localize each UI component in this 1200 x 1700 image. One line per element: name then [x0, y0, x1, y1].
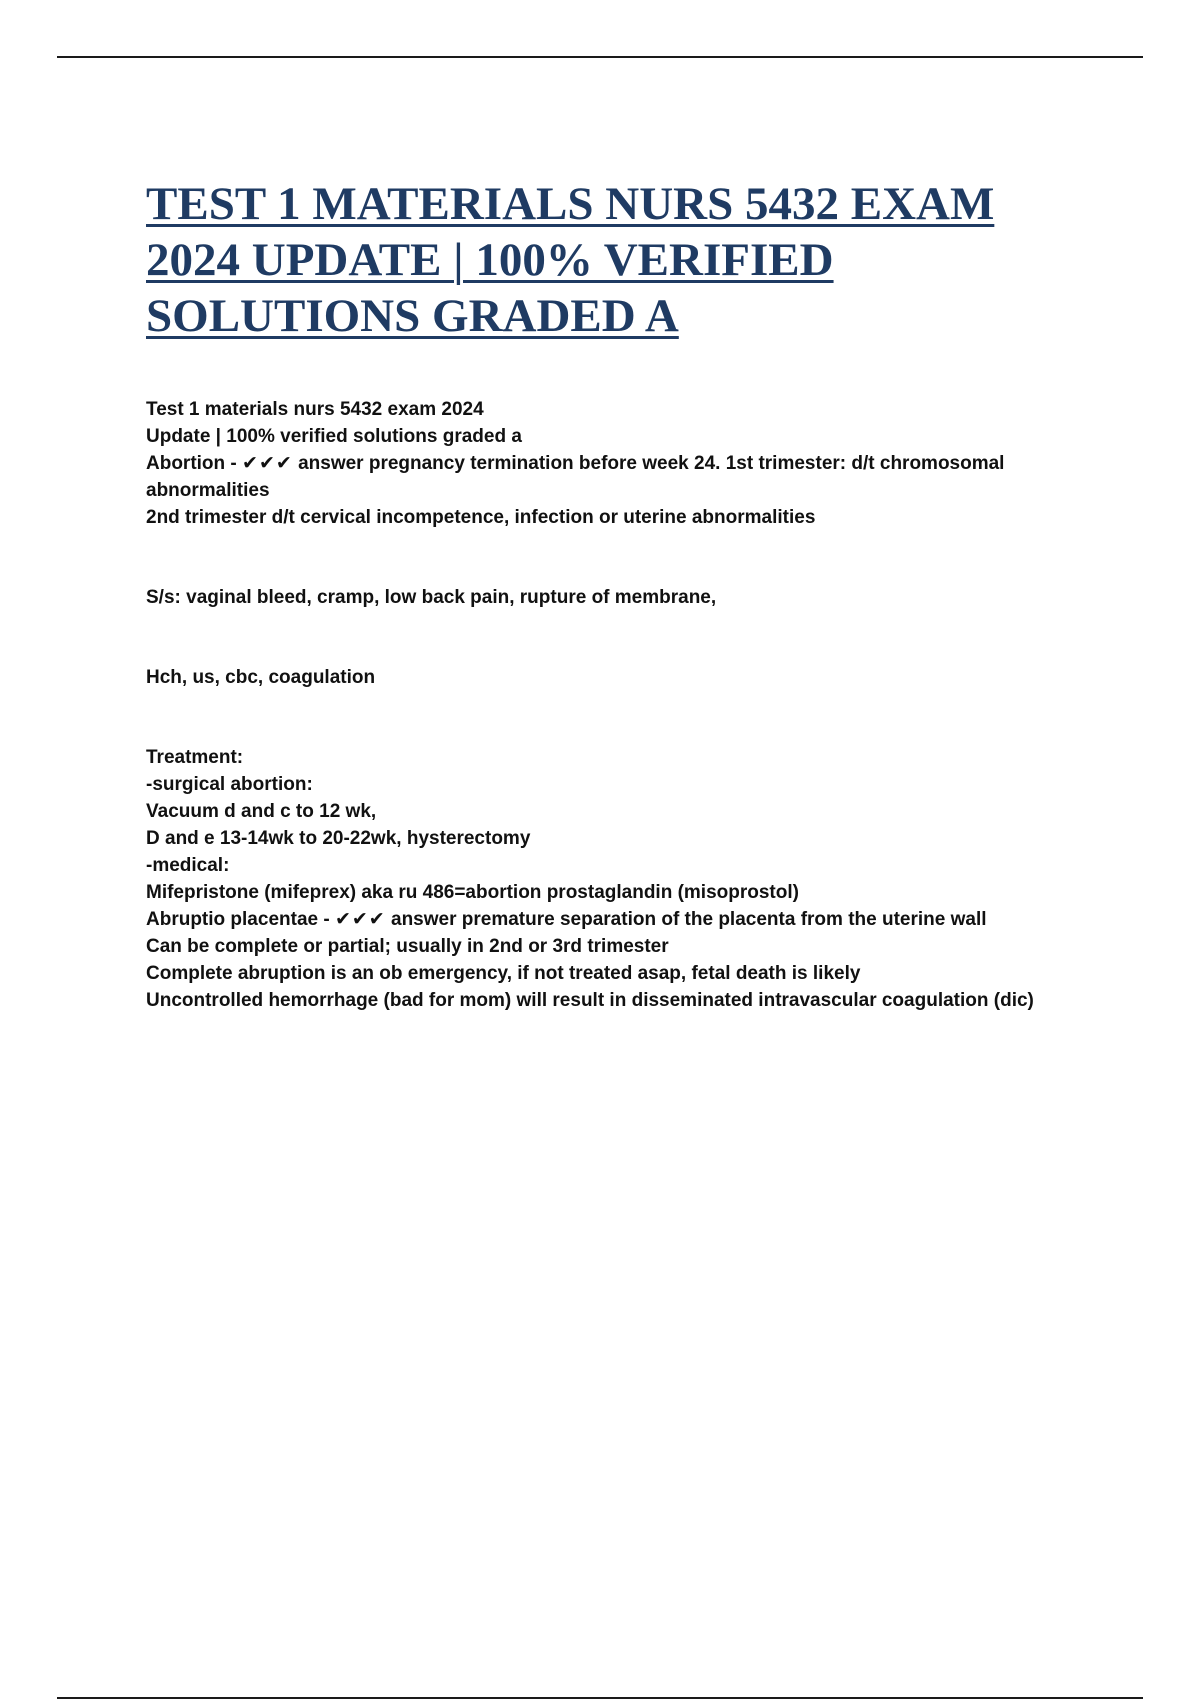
spacer: [146, 611, 1086, 664]
title-line-3: SOLUTIONS GRADED A: [146, 290, 679, 342]
checkmarks-icon: ✔✔✔: [242, 453, 293, 474]
term-abortion: Abortion -: [146, 453, 243, 474]
answer-text: answer premature separation of the placenta from the uterine wall: [385, 909, 987, 930]
spacer: [146, 691, 1086, 744]
spacer: [146, 531, 1086, 584]
body-line-abortion: [146, 450, 1086, 477]
body-line: D and e 13-14wk to 20-22wk, hysterectomy: [146, 828, 531, 849]
body-line-abruptio: [146, 906, 1086, 933]
footer-rule: [57, 1697, 1143, 1699]
document-title: [146, 176, 1106, 344]
title-line-1: TEST 1 MATERIALS NURS 5432 EXAM: [146, 178, 995, 230]
body-line: Vacuum d and c to 12 wk,: [146, 801, 377, 822]
title-line-2: 2024 UPDATE | 100% VERIFIED: [146, 234, 834, 286]
body-line: Update | 100% verified solutions graded a: [146, 426, 522, 447]
body-line: Uncontrolled hemorrhage (bad for mom) will result in disseminated intravascular coagulation (dic): [146, 990, 1034, 1011]
answer-text: answer pregnancy termination before week 24. 1st trimester: d/t chromosomal: [292, 453, 1005, 474]
body-line: -surgical abortion:: [146, 774, 313, 795]
body-line: Test 1 materials nurs 5432 exam 2024: [146, 399, 484, 420]
checkmarks-icon: ✔✔✔: [334, 909, 386, 930]
body-line: Complete abruption is an ob emergency, if not treated asap, fetal death is likely: [146, 963, 861, 984]
body-line: 2nd trimester d/t cervical incompetence, infection or uterine abnormalities: [146, 507, 816, 528]
body-line: -medical:: [146, 855, 230, 876]
document-body: [146, 396, 1086, 1014]
body-line: S/s: vaginal bleed, cramp, low back pain, rupture of membrane,: [146, 587, 717, 608]
body-line: Can be complete or partial; usually in 2nd or 3rd trimester: [146, 936, 669, 957]
body-line: Mifepristone (mifeprex) aka ru 486=abortion prostaglandin (misoprostol): [146, 882, 799, 903]
term-abruptio: Abruptio placentae -: [146, 909, 335, 930]
body-line: Hch, us, cbc, coagulation: [146, 667, 376, 688]
body-line: Treatment:: [146, 747, 244, 768]
header-rule: [57, 56, 1143, 58]
body-line: abnormalities: [146, 480, 270, 501]
